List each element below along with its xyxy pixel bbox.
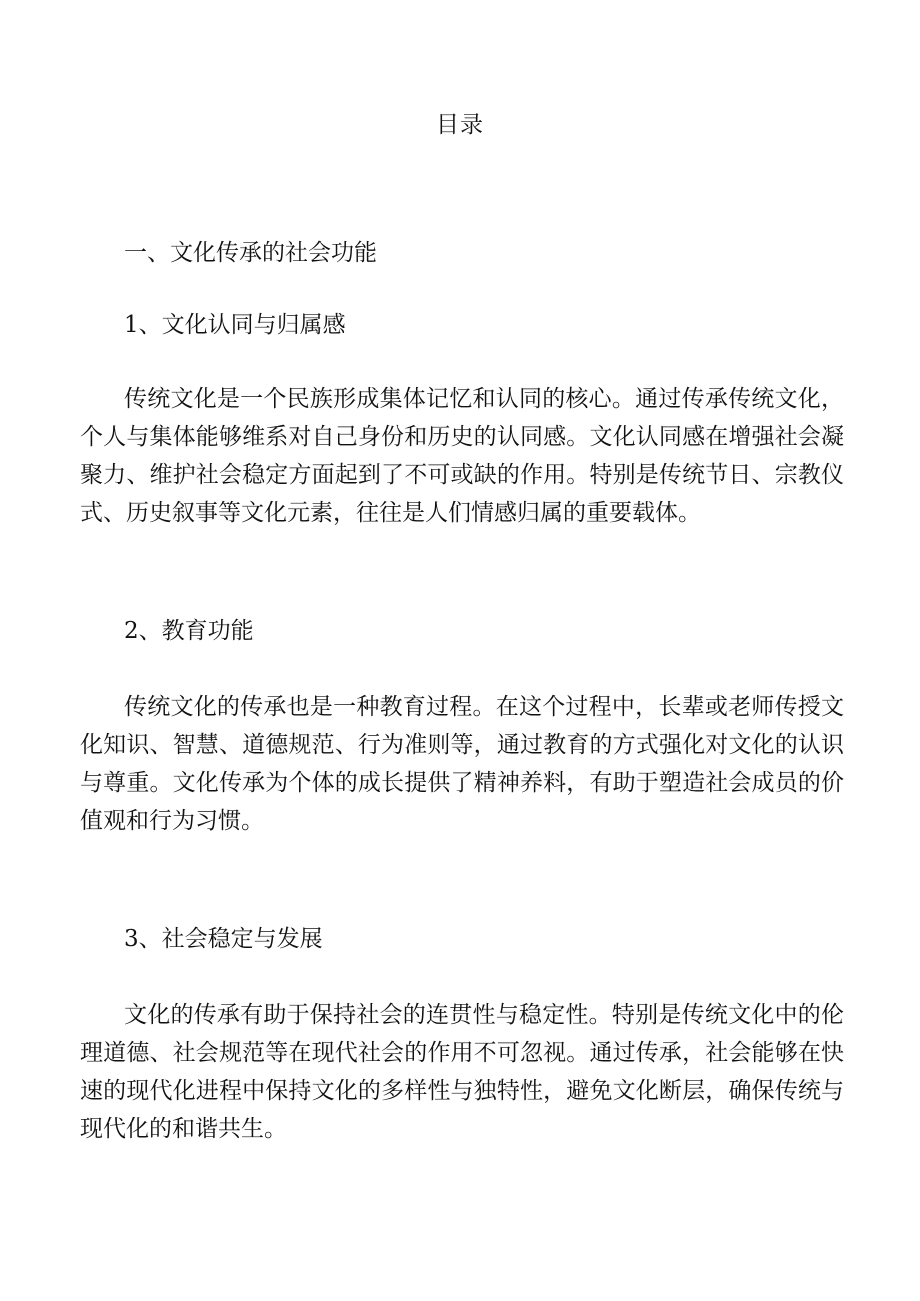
paragraph-education xyxy=(80,688,844,840)
subsection-heading-3: 3、社会稳定与发展 xyxy=(124,926,323,952)
paragraph-line: 式、历史叙事等文化元素，往往是人们情感归属的重要载体。 xyxy=(80,500,701,526)
paragraph-line: 速的现代化进程中保持文化的多样性与独特性，避免文化断层，确保传统与 xyxy=(80,1078,844,1104)
paragraph-line: 文化的传承有助于保持社会的连贯性与稳定性。特别是传统文化中的伦 xyxy=(124,1002,844,1028)
paragraph-line: 现代化的和谐共生。 xyxy=(80,1116,287,1142)
paragraph-line: 与尊重。文化传承为个体的成长提供了精神养料，有助于塑造社会成员的价 xyxy=(80,770,844,796)
paragraph-cultural-identity xyxy=(80,380,844,532)
paragraph-line: 个人与集体能够维系对自己身份和历史的认同感。文化认同感在增强社会凝 xyxy=(80,424,844,450)
section-heading-1: 一、文化传承的社会功能 xyxy=(124,240,377,266)
paragraph-line: 值观和行为习惯。 xyxy=(80,808,264,834)
paragraph-social-stability xyxy=(80,996,844,1148)
paragraph-line: 聚力、维护社会稳定方面起到了不可或缺的作用。特别是传统节日、宗教仪 xyxy=(80,462,844,488)
paragraph-line: 理道德、社会规范等在现代社会的作用不可忽视。通过传承，社会能够在快 xyxy=(80,1040,844,1066)
paragraph-line: 化知识、智慧、道德规范、行为准则等，通过教育的方式强化对文化的认识 xyxy=(80,732,844,758)
paragraph-line: 传统文化是一个民族形成集体记忆和认同的核心。通过传承传统文化， xyxy=(124,386,844,412)
paragraph-line: 传统文化的传承也是一种教育过程。在这个过程中，长辈或老师传授文 xyxy=(124,694,844,720)
page-title: 目录 xyxy=(436,112,484,138)
subsection-heading-2: 2、教育功能 xyxy=(124,618,254,644)
subsection-heading-1: 1、文化认同与归属感 xyxy=(124,312,346,338)
